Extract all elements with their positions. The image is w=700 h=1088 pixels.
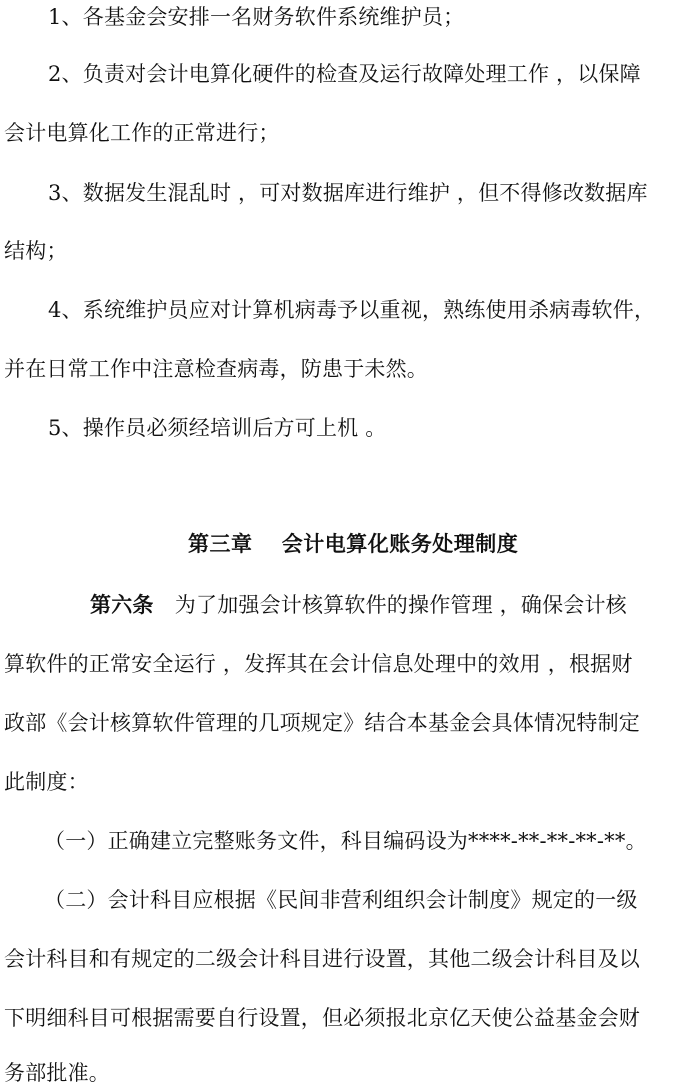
item-2-line-1: 2、负责对会计电算化硬件的检查及运行故障处理工作 ，以保障 [48,62,641,86]
item-5: 5、操作员必须经培训后方可上机 。 [48,416,387,440]
article-6-line-1 [90,590,627,620]
clause-2-line-4: 务部批准。 [4,1061,110,1085]
clause-2-line-2: 会计科目和有规定的二级会计科目进行设置，其他二级会计科目及以 [4,947,640,971]
chapter-title: 第三章 会计电算化账务处理制度 [188,531,519,556]
item-3-line-2: 结构； [4,239,68,263]
item-4-line-1: 4、系统维护员应对计算机病毒予以重视，熟练使用杀病毒软件， [48,298,656,322]
item-2-line-2: 会计电算化工作的正常进行； [4,121,280,145]
article-6-line-3: 政部《会计核算软件管理的几项规定》结合本基金会具体情况特制定 [4,711,640,735]
article-label: 第六条 [90,592,154,617]
article-6-text: 为了加强会计核算软件的操作管理 ，确保会计核 [153,593,627,617]
article-6-line-4: 此制度： [4,770,89,794]
clause-2-line-1: （二）会计科目应根据《民间非营利组织会计制度》规定的一级 [44,888,638,912]
item-1: 1、各基金会安排一名财务软件系统维护员； [48,5,465,29]
item-4-line-2: 并在日常工作中注意检查病毒，防患于未然。 [4,357,428,381]
article-6-line-2: 算软件的正常安全运行 ，发挥其在会计信息处理中的效用 ，根据财 [4,652,633,676]
clause-2-line-3: 下明细科目可根据需要自行设置，但必须报北京亿天使公益基金会财 [4,1006,640,1030]
clause-1: （一）正确建立完整账务文件，科目编码设为****-**-**-**-**。 [44,829,647,853]
item-3-line-1: 3、数据发生混乱时 ，可对数据库进行维护 ，但不得修改数据库 [48,181,648,205]
